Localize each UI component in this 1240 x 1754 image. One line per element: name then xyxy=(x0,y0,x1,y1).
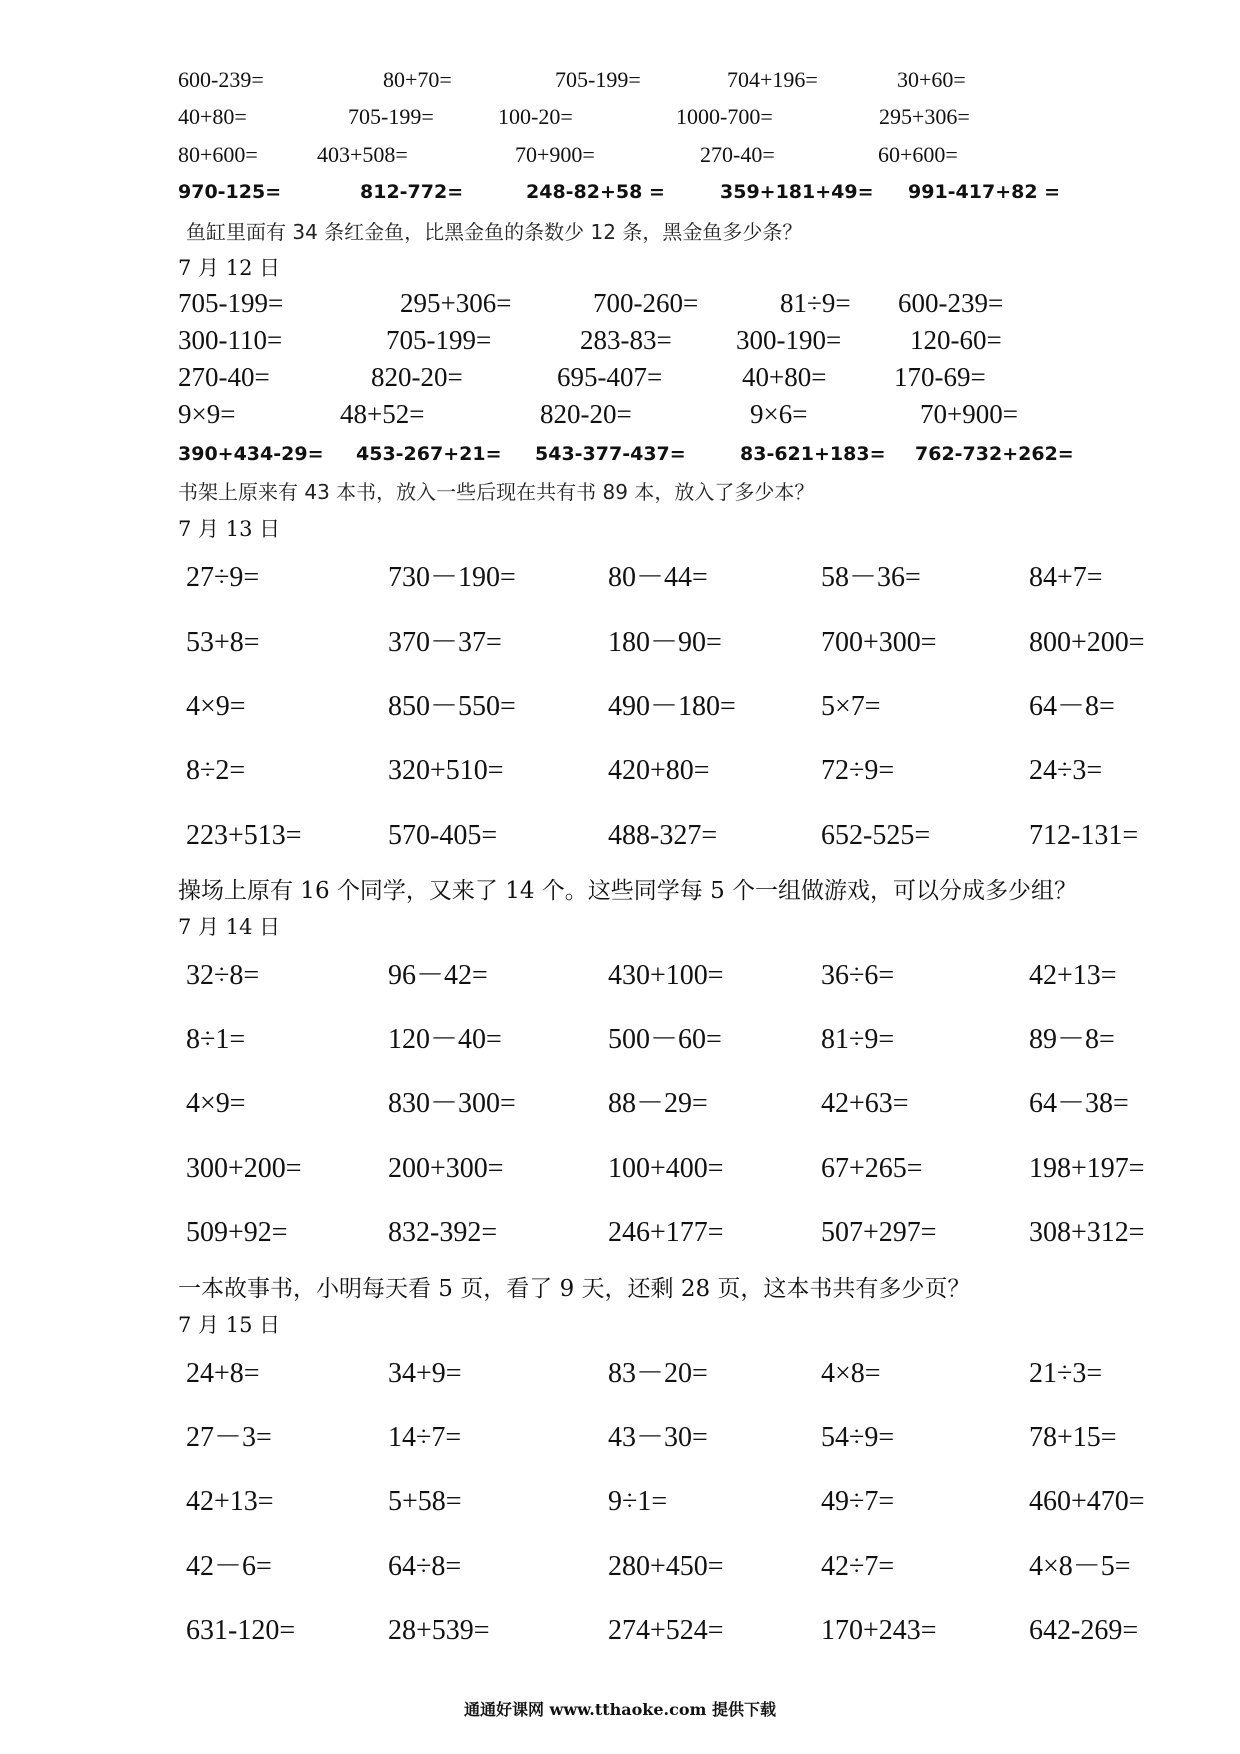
problem-cell: 14÷7= xyxy=(388,1422,462,1453)
problem-cell: 60+600= xyxy=(878,142,958,167)
problem-cell: 42+13= xyxy=(1029,960,1117,991)
problem-cell: 180－90= xyxy=(608,627,722,658)
problem-cell: 53+8= xyxy=(186,627,260,658)
sec1-row-3 xyxy=(0,141,1240,181)
problem-cell: 359+181+49= xyxy=(720,181,874,203)
problem-cell: 8÷2= xyxy=(186,755,246,786)
problem-cell: 27÷9= xyxy=(186,562,260,593)
problem-cell: 48+52= xyxy=(340,399,425,429)
sec2-row-3 xyxy=(0,360,1240,400)
problem-cell: 695-407= xyxy=(557,362,663,392)
problem-cell: 403+508= xyxy=(317,142,408,167)
problem-cell: 78+15= xyxy=(1029,1422,1117,1453)
sec1-row-1 xyxy=(0,66,1240,106)
problem-cell: 295+306= xyxy=(879,104,970,129)
problem-cell: 712-131= xyxy=(1029,820,1139,851)
problem-cell: 600-239= xyxy=(178,67,264,92)
problem-cell: 631-120= xyxy=(186,1615,296,1646)
problem-cell: 300+200= xyxy=(186,1153,302,1184)
problem-cell: 198+197= xyxy=(1029,1153,1145,1184)
problem-cell: 80+70= xyxy=(383,67,452,92)
problem-cell: 270-40= xyxy=(700,142,775,167)
problem-cell: 705-199= xyxy=(348,104,434,129)
problem-cell: 652-525= xyxy=(821,820,931,851)
problem-cell: 991-417+82 = xyxy=(908,181,1061,203)
problem-cell: 509+92= xyxy=(186,1217,288,1248)
problem-cell: 507+297= xyxy=(821,1217,937,1248)
problem-cell: 43－30= xyxy=(608,1422,708,1453)
section-date: 7 月 13 日 xyxy=(178,517,281,541)
problem-cell: 705-199= xyxy=(386,325,492,355)
problem-cell: 72÷9= xyxy=(821,755,895,786)
word-problem: 鱼缸里面有 34 条红金鱼，比黑金鱼的条数少 12 条，黑金鱼多少条？ xyxy=(186,220,803,244)
problem-cell: 4×8= xyxy=(821,1358,881,1389)
problem-cell: 300-110= xyxy=(178,325,283,355)
sec2-row-5 xyxy=(0,441,1240,481)
problem-cell: 24+8= xyxy=(186,1358,260,1389)
problem-cell: 9÷1= xyxy=(608,1486,668,1517)
sec4-row-2 xyxy=(0,1022,1240,1062)
problem-cell: 248-82+58 = xyxy=(526,181,665,203)
problem-cell: 270-40= xyxy=(178,362,270,392)
problem-cell: 200+300= xyxy=(388,1153,504,1184)
sec5-row-2 xyxy=(0,1420,1240,1460)
sec5-row-4 xyxy=(0,1549,1240,1589)
problem-cell: 570-405= xyxy=(388,820,498,851)
problem-cell: 42+63= xyxy=(821,1088,909,1119)
problem-cell: 42+13= xyxy=(186,1486,274,1517)
problem-cell: 70+900= xyxy=(515,142,595,167)
problem-cell: 762-732+262= xyxy=(915,443,1074,465)
problem-cell: 36÷6= xyxy=(821,960,895,991)
problem-cell: 84+7= xyxy=(1029,562,1103,593)
problem-cell: 812-772= xyxy=(360,181,464,203)
problem-cell: 80－44= xyxy=(608,562,708,593)
problem-cell: 83－20= xyxy=(608,1358,708,1389)
sec4-row-1 xyxy=(0,958,1240,998)
problem-cell: 280+450= xyxy=(608,1551,724,1582)
problem-cell: 970-125= xyxy=(178,181,282,203)
problem-cell: 100+400= xyxy=(608,1153,724,1184)
problem-cell: 30+60= xyxy=(897,67,966,92)
problem-cell: 830－300= xyxy=(388,1088,516,1119)
problem-cell: 40+80= xyxy=(178,104,247,129)
problem-cell: 700-260= xyxy=(593,288,699,318)
problem-cell: 100-20= xyxy=(498,104,573,129)
problem-cell: 4×9= xyxy=(186,1088,246,1119)
sec5-row-1 xyxy=(0,1356,1240,1396)
problem-cell: 700+300= xyxy=(821,627,937,658)
problem-cell: 246+177= xyxy=(608,1217,724,1248)
problem-cell: 120-60= xyxy=(910,325,1002,355)
problem-cell: 820-20= xyxy=(540,399,632,429)
sec3-row-3 xyxy=(0,689,1240,729)
problem-cell: 80+600= xyxy=(178,142,258,167)
problem-cell: 420+80= xyxy=(608,755,710,786)
problem-cell: 70+900= xyxy=(920,399,1018,429)
problem-cell: 42÷7= xyxy=(821,1551,895,1582)
problem-cell: 705-199= xyxy=(178,288,284,318)
problem-cell: 89－8= xyxy=(1029,1024,1115,1055)
problem-cell: 730－190= xyxy=(388,562,516,593)
problem-cell: 705-199= xyxy=(555,67,641,92)
problem-cell: 430+100= xyxy=(608,960,724,991)
word-problem: 操场上原有 16 个同学，又来了 14 个。这些同学每 5 个一组做游戏，可以分成多少组？ xyxy=(178,878,1078,904)
problem-cell: 64－8= xyxy=(1029,691,1115,722)
problem-cell: 54÷9= xyxy=(821,1422,895,1453)
problem-cell: 28+539= xyxy=(388,1615,490,1646)
problem-cell: 370－37= xyxy=(388,627,502,658)
problem-cell: 320+510= xyxy=(388,755,504,786)
problem-cell: 9×9= xyxy=(178,399,236,429)
sec3-row-2 xyxy=(0,625,1240,665)
problem-cell: 170-69= xyxy=(894,362,986,392)
problem-cell: 820-20= xyxy=(371,362,463,392)
problem-cell: 800+200= xyxy=(1029,627,1145,658)
sec3-row-1 xyxy=(0,560,1240,600)
problem-cell: 283-83= xyxy=(580,325,672,355)
word-problem: 书架上原来有 43 本书，放入一些后现在共有书 89 本，放入了多少本？ xyxy=(178,480,815,504)
sec1-row-4 xyxy=(0,179,1240,219)
problem-cell: 120－40= xyxy=(388,1024,502,1055)
section-date: 7 月 12 日 xyxy=(178,256,281,280)
sec5-row-5 xyxy=(0,1613,1240,1653)
sec2-row-1 xyxy=(0,286,1240,326)
problem-cell: 308+312= xyxy=(1029,1217,1145,1248)
problem-cell: 32÷8= xyxy=(186,960,260,991)
problem-cell: 83-621+183= xyxy=(740,443,886,465)
problem-cell: 9×6= xyxy=(750,399,808,429)
problem-cell: 4×9= xyxy=(186,691,246,722)
problem-cell: 64÷8= xyxy=(388,1551,462,1582)
problem-cell: 390+434-29= xyxy=(178,443,324,465)
problem-cell: 642-269= xyxy=(1029,1615,1139,1646)
problem-cell: 490－180= xyxy=(608,691,736,722)
problem-cell: 21÷3= xyxy=(1029,1358,1103,1389)
problem-cell: 1000-700= xyxy=(676,104,773,129)
problem-cell: 81÷9= xyxy=(780,288,851,318)
problem-cell: 67+265= xyxy=(821,1153,923,1184)
problem-cell: 88－29= xyxy=(608,1088,708,1119)
sec5-row-3 xyxy=(0,1484,1240,1524)
problem-cell: 4×8－5= xyxy=(1029,1551,1131,1582)
problem-cell: 42－6= xyxy=(186,1551,272,1582)
problem-cell: 850－550= xyxy=(388,691,516,722)
problem-cell: 40+80= xyxy=(742,362,827,392)
sec4-row-4 xyxy=(0,1151,1240,1191)
problem-cell: 96－42= xyxy=(388,960,488,991)
problem-cell: 49÷7= xyxy=(821,1486,895,1517)
problem-cell: 5+58= xyxy=(388,1486,462,1517)
problem-cell: 704+196= xyxy=(727,67,818,92)
sec3-row-4 xyxy=(0,753,1240,793)
sec4-row-3 xyxy=(0,1086,1240,1126)
problem-cell: 34+9= xyxy=(388,1358,462,1389)
section-date: 7 月 14 日 xyxy=(178,915,281,939)
problem-cell: 832-392= xyxy=(388,1217,498,1248)
problem-cell: 274+524= xyxy=(608,1615,724,1646)
word-problem: 一本故事书，小明每天看 5 页，看了 9 天，还剩 28 页，这本书共有多少页？ xyxy=(178,1276,971,1302)
problem-cell: 24÷3= xyxy=(1029,755,1103,786)
problem-cell: 543-377-437= xyxy=(535,443,686,465)
problem-cell: 500－60= xyxy=(608,1024,722,1055)
problem-cell: 300-190= xyxy=(736,325,842,355)
problem-cell: 170+243= xyxy=(821,1615,937,1646)
section-date: 7 月 15 日 xyxy=(178,1313,281,1337)
problem-cell: 295+306= xyxy=(400,288,512,318)
sec2-row-4 xyxy=(0,397,1240,437)
page-footer: 通通好课网 www.tthaoke.com 提供下载 xyxy=(463,1700,777,1719)
problem-cell: 58－36= xyxy=(821,562,921,593)
problem-cell: 223+513= xyxy=(186,820,302,851)
problem-cell: 460+470= xyxy=(1029,1486,1145,1517)
problem-cell: 8÷1= xyxy=(186,1024,246,1055)
sec4-row-5 xyxy=(0,1215,1240,1255)
problem-cell: 5×7= xyxy=(821,691,881,722)
sec3-row-5 xyxy=(0,818,1240,858)
problem-cell: 488-327= xyxy=(608,820,718,851)
sec1-row-2 xyxy=(0,103,1240,143)
problem-cell: 81÷9= xyxy=(821,1024,895,1055)
problem-cell: 600-239= xyxy=(898,288,1004,318)
problem-cell: 453-267+21= xyxy=(356,443,502,465)
problem-cell: 27－3= xyxy=(186,1422,272,1453)
problem-cell: 64－38= xyxy=(1029,1088,1129,1119)
sec2-row-2 xyxy=(0,323,1240,363)
